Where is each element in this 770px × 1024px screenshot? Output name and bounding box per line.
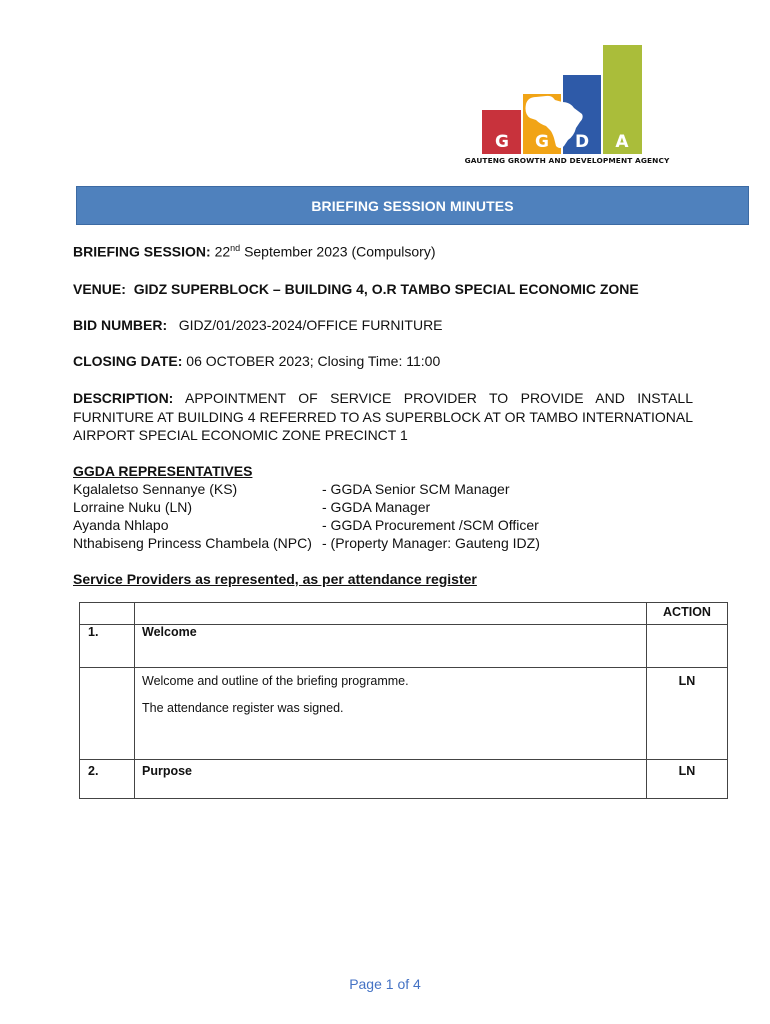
item-action: LN [647, 668, 728, 760]
item-number: 2. [80, 760, 135, 799]
venue-value: GIDZ SUPERBLOCK – BUILDING 4, O.R TAMBO SPECIAL ECONOMIC ZONE [133, 281, 639, 297]
table-row [80, 668, 728, 760]
representative-row [73, 480, 540, 498]
ggda-logo-graphic [462, 42, 672, 154]
item-topic: Welcome [135, 625, 647, 668]
briefing-session-value: September 2023 (Compulsory) [244, 243, 436, 260]
item-action-empty [647, 625, 728, 668]
representative-name: Kgalaletso Sennanye (KS) [73, 481, 238, 497]
briefing-session-field [73, 243, 435, 260]
closing-date-field [73, 353, 440, 369]
venue-field [73, 281, 639, 297]
item-action: LN [647, 760, 728, 799]
description-field [73, 389, 693, 445]
logo-letter-4: A [615, 132, 629, 152]
title-banner [76, 186, 749, 225]
closing-date-label: CLOSING DATE: [73, 353, 183, 369]
representative-role: - GGDA Manager [322, 499, 431, 515]
briefing-session-label: BRIEFING SESSION: [73, 243, 211, 260]
logo-letter-1: G [495, 132, 509, 152]
representatives-title: GGDA REPRESENTATIVES [73, 463, 253, 479]
logo-letter-2: G [535, 132, 549, 152]
page-number: Page 1 of 4 [349, 976, 421, 992]
service-providers-title: Service Providers as represented, as per attendance register [73, 571, 477, 587]
representatives-section [73, 462, 540, 552]
table-header-row [80, 603, 728, 625]
briefing-session-day: 22 [214, 243, 231, 260]
table-row [80, 760, 728, 799]
representative-row [73, 516, 540, 534]
bid-number-value: GIDZ/01/2023-2024/OFFICE FURNITURE [178, 317, 443, 333]
venue-label: VENUE: [73, 281, 126, 297]
item-detail-line: Welcome and outline of the briefing programme. [142, 674, 409, 688]
bid-number-label: BID NUMBER: [73, 317, 168, 333]
representative-role: - GGDA Procurement /SCM Officer [322, 517, 539, 533]
logo-caption: GAUTENG GROWTH AND DEVELOPMENT AGENCY [464, 156, 670, 165]
header-cell-number [80, 603, 135, 625]
representative-name: Ayanda Nhlapo [73, 517, 169, 533]
action-header: ACTION [647, 603, 728, 625]
representative-role: - GGDA Senior SCM Manager [322, 481, 510, 497]
description-value: APPOINTMENT OF SERVICE PROVIDER TO PROVIDE AND INSTALL FURNITURE AT BUILDING 4 REFERRED TO AS SUPERBLOCK AT OR TAMBO INTERNATIONAL AIRPORT SPECIAL ECONOMIC ZONE PRECINCT 1 [73, 390, 693, 443]
item-number-empty [80, 668, 135, 760]
bid-number-field [73, 317, 443, 333]
closing-date-value: 06 OCTOBER 2023; Closing Time: 11:00 [186, 353, 441, 369]
document-title: BRIEFING SESSION MINUTES [311, 197, 514, 214]
item-details [135, 668, 647, 760]
logo-letter-3: D [574, 132, 590, 152]
item-detail-line: The attendance register was signed. [142, 701, 344, 715]
ggda-logo [462, 42, 672, 170]
description-label: DESCRIPTION: [73, 390, 174, 406]
representative-name: Lorraine Nuku (LN) [73, 499, 193, 515]
table-row [80, 625, 728, 668]
item-number: 1. [80, 625, 135, 668]
representative-row [73, 534, 540, 552]
briefing-session-day-suffix: nd [230, 243, 241, 253]
representative-role: - (Property Manager: Gauteng IDZ) [322, 535, 540, 551]
header-cell-item [135, 603, 647, 625]
item-topic: Purpose [135, 760, 647, 799]
representative-name: Nthabiseng Princess Chambela (NPC) [73, 535, 312, 551]
agenda-table [79, 602, 728, 799]
representative-row [73, 498, 540, 516]
